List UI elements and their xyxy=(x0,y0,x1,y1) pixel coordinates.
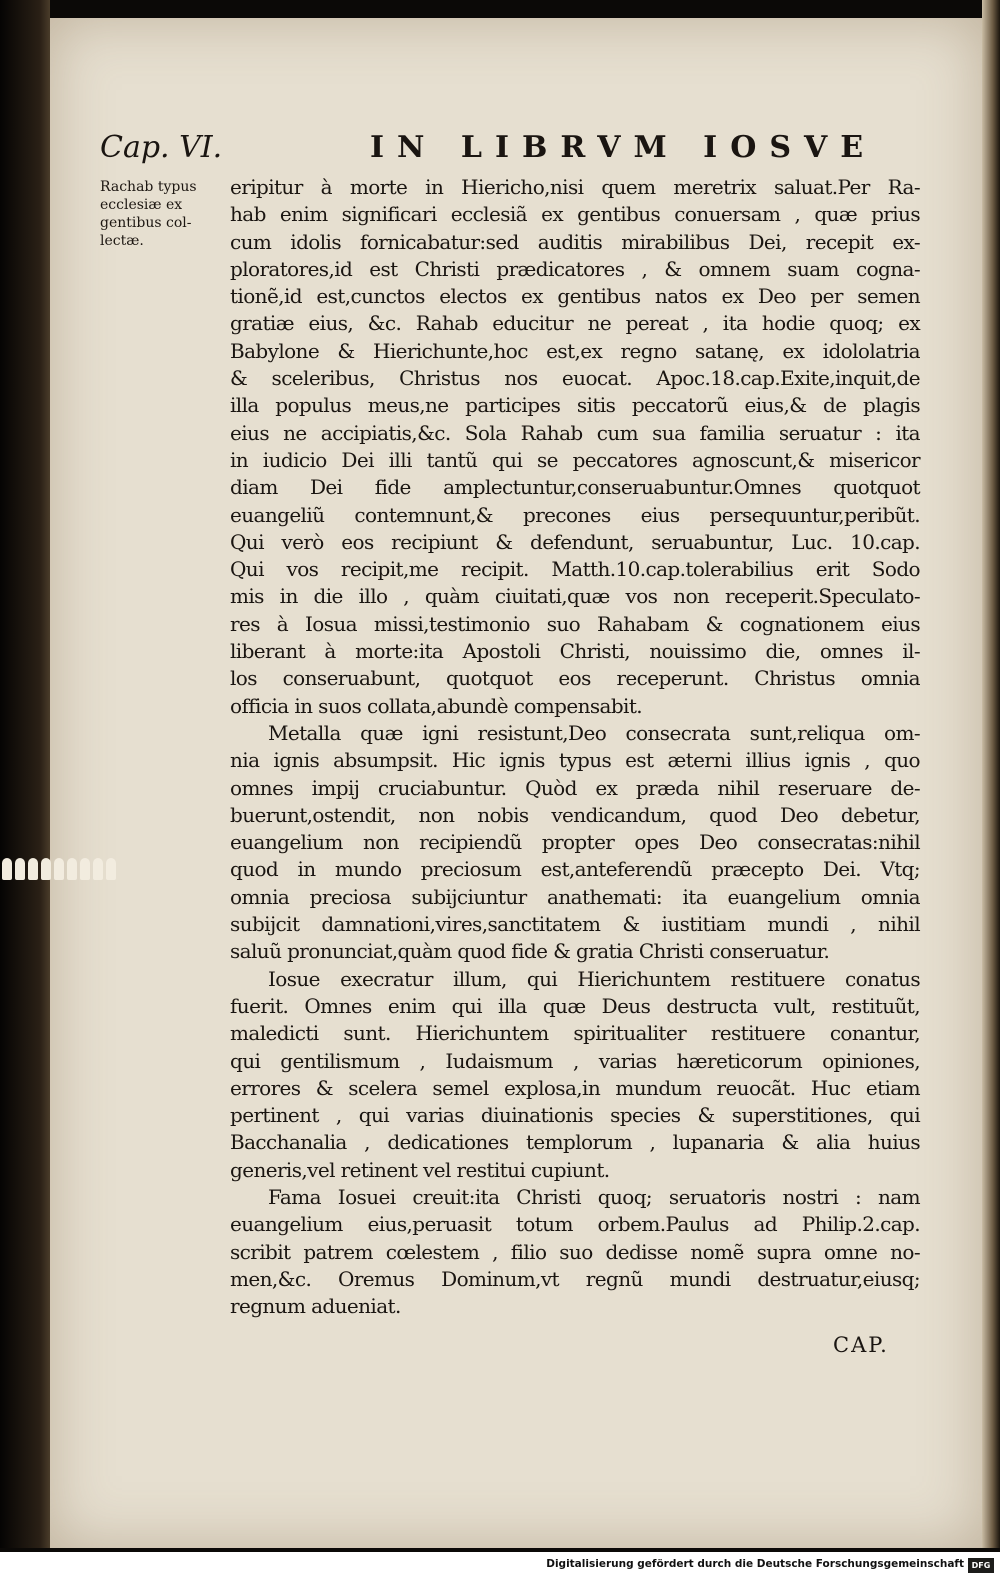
text-line: maledicti sunt. Hierichuntem spiritualiter restituere conantur, xyxy=(230,1021,920,1046)
text-line: euangelium non recipiendũ propter opes Deo consecratas:nihil xyxy=(230,830,920,855)
text-line: Metalla quæ igni resistunt,Deo consecrata sunt,reliqua om- xyxy=(268,720,920,745)
text-line: Iosue execratur illum, qui Hierichuntem restituere conatus xyxy=(268,966,920,991)
text-line: omnes impij cruciabuntur. Quòd ex præda nihil reseruare de- xyxy=(230,775,920,800)
text-line: scribit patrem cœlestem , filio suo dedisse nomẽ supra omne no- xyxy=(230,1239,920,1264)
text-line: generis,vel retinent vel restitui cupiunt. xyxy=(230,1157,610,1182)
edge-tab xyxy=(67,858,77,880)
dfg-logo: DFG xyxy=(968,1558,994,1573)
edge-tab xyxy=(80,858,90,880)
catchword: CAP. xyxy=(833,1333,889,1357)
text-line: diam Dei fide amplectuntur,conseruabuntur.Omnes quotquot xyxy=(230,475,920,500)
edge-tab xyxy=(2,858,12,880)
text-line: men,&c. Oremus Dominum,vt regnũ mundi destruatur,eiusq; xyxy=(230,1266,920,1291)
marginal-note-line: lectæ. xyxy=(100,233,144,249)
text-line: fuerit. Omnes enim qui illa quæ Deus destructa vult, restituũt, xyxy=(230,993,920,1018)
text-line: ploratores,id est Christi prædicatores , & omnem suam cogna- xyxy=(230,256,920,281)
body-text xyxy=(230,174,920,1320)
text-line: eius ne accipiatis,&c. Sola Rahab cum sua familia seruatur : ita xyxy=(230,420,920,445)
text-line: pertinent , qui varias diuinationis species & superstitiones, qui xyxy=(230,1103,920,1128)
text-line: quod in mundo preciosum est,anteferendũ præcepto Dei. Vtq; xyxy=(230,857,920,882)
text-line: Babylone & Hierichunte,hoc est,ex regno satanę, ex idololatria xyxy=(230,338,920,363)
funding-credit: Digitalisierung gefördert durch die Deutsche Forschungsgemeinschaft xyxy=(546,1558,964,1570)
edge-tab xyxy=(15,858,25,880)
book-gutter xyxy=(0,0,50,1548)
text-line: regnum adueniat. xyxy=(230,1294,401,1319)
marginal-note-line: ecclesiæ ex xyxy=(100,197,183,213)
text-line: officia in suos collata,abundè compensabit. xyxy=(230,693,643,718)
digitization-footer xyxy=(0,1552,1000,1585)
text-line: mis in die illo , quàm ciuitati,quæ vos non receperit.Speculato- xyxy=(230,584,920,609)
chapter-label: Cap. VI. xyxy=(100,130,223,165)
text-line: Fama Iosuei creuit:ita Christi quoq; seruatoris nostri : nam xyxy=(268,1184,920,1209)
text-line: buerunt,ostendit, non nobis vendicandum, quod Deo debetur, xyxy=(230,802,920,827)
text-line: euangeliũ contemnunt,& precones eius persequuntur,peribũt. xyxy=(230,502,920,527)
text-line: los conseruabunt, quotquot eos receperunt. Christus omnia xyxy=(230,666,920,691)
text-line: Qui verò eos recipiunt & defendunt, seruabuntur, Luc. 10.cap. xyxy=(230,529,920,554)
marginal-note-line: gentibus col- xyxy=(100,215,192,231)
text-line: errores & scelera semel explosa,in mundum reuocãt. Huc etiam xyxy=(230,1075,920,1100)
text-line: omnia preciosa subijciuntur anathemati: ita euangelium omnia xyxy=(230,884,920,909)
edge-tab xyxy=(28,858,38,880)
edge-tab xyxy=(93,858,103,880)
text-line: & sceleribus, Christus nos euocat. Apoc.18.cap.Exite,inquit,de xyxy=(230,366,920,391)
marginal-note xyxy=(100,178,220,250)
edge-tab xyxy=(106,858,116,880)
text-line: illa populus meus,ne participes sitis peccatorũ eius,& de plagis xyxy=(230,393,920,418)
text-line: res à Iosua missi,testimonio suo Rahabam & cognationem eius xyxy=(230,611,920,636)
text-line: saluũ pronunciat,quàm quod fide & gratia Christi conseruatur. xyxy=(230,939,830,964)
text-line: liberant à morte:ita Apostoli Christi, nouissimo die, omnes il- xyxy=(230,639,920,664)
page-edge-shadow xyxy=(982,0,1000,1548)
page-edge-tabs xyxy=(2,858,112,882)
text-line: Qui vos recipit,me recipit. Matth.10.cap.tolerabilius erit Sodo xyxy=(230,557,920,582)
text-line: gratiæ eius, &c. Rahab educitur ne pereat , ita hodie quoq; ex xyxy=(230,311,920,336)
text-line: eripitur à morte in Hiericho,nisi quem meretrix saluat.Per Ra- xyxy=(230,175,920,199)
text-line: tionẽ,id est,cunctos electos ex gentibus natos ex Deo per semen xyxy=(230,284,920,309)
edge-tab xyxy=(54,858,64,880)
edge-tab xyxy=(41,858,51,880)
text-line: hab enim significari ecclesiã ex gentibus conuersam , quæ prius xyxy=(230,202,920,227)
text-line: euangelium eius,peruasit totum orbem.Paulus ad Philip.2.cap. xyxy=(230,1212,920,1237)
running-title: IN LIBRVM IOSVE xyxy=(370,130,877,165)
text-line: in iudicio Dei illi tantũ qui se peccatores agnoscunt,& misericor xyxy=(230,447,920,472)
text-line: cum idolis fornicabatur:sed auditis mirabilibus Dei, recepit ex- xyxy=(230,229,920,254)
text-line: nia ignis absumpsit. Hic ignis typus est æterni illius ignis , quo xyxy=(230,748,920,773)
text-line: qui gentilismum , Iudaismum , varias hæreticorum opiniones, xyxy=(230,1048,920,1073)
marginal-note-line: Rachab typus xyxy=(100,179,197,195)
text-line: subijcit damnationi,vires,sanctitatem & iustitiam mundi , nihil xyxy=(230,912,920,937)
text-line: Bacchanalia , dedicationes templorum , lupanaria & alia huius xyxy=(230,1130,920,1155)
